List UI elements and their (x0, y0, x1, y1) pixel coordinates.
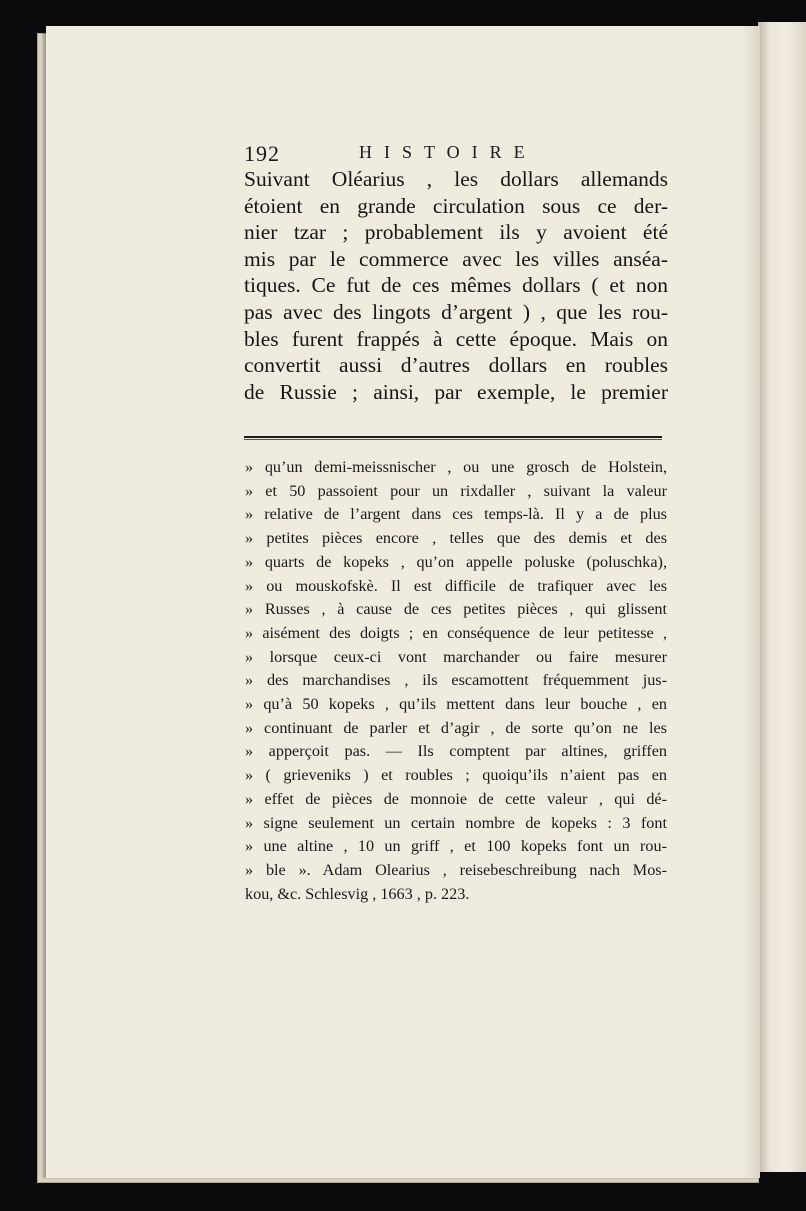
facing-page-edge (758, 22, 806, 1172)
footnote-line: » lorsque ceux-ci vont marchander ou faire mesurer (245, 647, 667, 666)
text-line: étoient en grande circulation sous ce der- (244, 193, 668, 218)
footnote-line: » Russes , à cause de ces petites pièces , qui glissent (245, 600, 667, 619)
footnote-line: » ( grieveniks ) et roubles ; quoiqu’ils n’aient pas en (245, 766, 667, 785)
footnote-line: » qu’à 50 kopeks , qu’ils mettent dans leur bouche , en (245, 695, 667, 714)
footnote-line: » des marchandises , ils escamottent fréquemment jus- (245, 671, 667, 690)
footnote-line: » effet de pièces de monnoie de cette valeur , qui dé- (245, 789, 667, 808)
footnote-line: » relative de l’argent dans ces temps-là. Il y a de plus (245, 505, 667, 524)
footnote-line: » ou mouskofskè. Il est difficile de trafiquer avec les (245, 576, 667, 595)
footnote-line: kou, &c. Schlesvig , 1663 , p. 223. (245, 884, 470, 903)
running-title: HISTOIRE (359, 142, 537, 162)
footnote-separator-rule (244, 436, 662, 438)
footnote-line: » aisément des doigts ; en conséquence de leur petitesse , (245, 623, 667, 642)
footnote-line: » quarts de kopeks , qu’on appelle poluske (poluschka), (245, 552, 667, 571)
text-line: convertit aussi d’autres dollars en roubles (244, 353, 668, 378)
text-line: Suivant Oléarius , les dollars allemands (244, 167, 668, 191)
footnote-line: » signe seulement un certain nombre de kopeks : 3 font (245, 813, 667, 832)
text-line: de Russie ; ainsi, par exemple, le premier (244, 379, 668, 404)
text-line: bles furent frappés à cette époque. Mais on (244, 326, 668, 351)
footnote-line: » une altine , 10 un griff , et 100 kopeks font un rou- (245, 837, 667, 856)
text-line: mis par le commerce avec les villes anséa- (244, 246, 668, 271)
text-line: tiques. Ce fut de ces mêmes dollars ( et non (244, 273, 668, 298)
footnote-line: » continuant de parler et d’agir , de sorte qu’on ne les (245, 718, 667, 737)
text-line: pas avec des lingots d’argent ) , que les rou- (244, 299, 668, 324)
text-line: nier tzar ; probablement ils y avoient été (244, 220, 668, 245)
footnote-line: » et 50 passoient pour un rixdaller , suivant la valeur (245, 481, 667, 500)
footnote-line: » ble ». Adam Olearius , reisebeschreibung nach Mos- (245, 860, 667, 879)
page-number: 192 (244, 141, 280, 166)
book-page (46, 26, 760, 1178)
footnote-line: » qu’un demi-meissnischer , ou une grosch de Holstein, (245, 458, 667, 476)
main-text (244, 166, 668, 405)
footnote-line: » petites pièces encore , telles que des demis et des (245, 529, 667, 548)
footnote-line: » apperçoit pas. — Ils comptent par altines, griffen (245, 742, 667, 761)
footnote (245, 456, 667, 906)
running-head (244, 141, 664, 167)
